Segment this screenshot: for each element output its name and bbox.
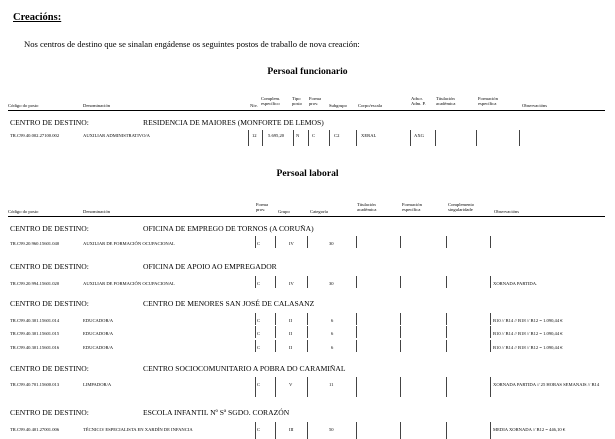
- cell-codigo: TR.C99.20.994.15601.020: [10, 281, 60, 286]
- cell-denominacion: TÉCNICO/ ESPECIALISTA EN XARDÍN DE INFANCIA: [83, 427, 193, 432]
- cell-codigo: TR.C99.40.701.15600.013: [10, 382, 60, 387]
- cell-categoria: 6: [331, 318, 334, 323]
- intro-paragraph: Nos centros de destino que se sinalan engádense os seguintes postos de traballo de nova creación:: [24, 39, 360, 49]
- grid-line: [356, 236, 357, 248]
- grid-line: [275, 422, 276, 439]
- cell-categoria: 11: [329, 382, 334, 387]
- grid-line: [400, 313, 401, 325]
- col-header-adscr: Adscr. Adm. P.: [411, 96, 426, 106]
- center-label: CENTRO DE DESTINO:: [10, 299, 89, 308]
- grid-line: [308, 130, 309, 146]
- center-name: CENTRO SOCIOCOMUNITARIO A POBRA DO CARAMIÑAL: [143, 364, 346, 373]
- cell-observ: B10 // B14 // B18 // B12 = 1.090,44 €: [493, 345, 563, 350]
- grid-line: [476, 130, 477, 146]
- center-label: CENTRO DE DESTINO:: [10, 224, 89, 233]
- cell-observ: XORNADA PARTIDA // 25 HORAS SEMANAIS // B14: [493, 382, 600, 387]
- center-name: CENTRO DE MENORES SAN JOSÉ DE CALASANZ: [143, 299, 315, 308]
- cell-grupo: V: [289, 382, 293, 387]
- grid-line: [490, 326, 491, 338]
- grid-line: [446, 340, 447, 352]
- grid-line: [255, 326, 256, 338]
- cell-forma: C: [312, 133, 316, 138]
- cell-tipo: N: [296, 133, 300, 138]
- grid-line: [446, 422, 447, 439]
- grid-line: [446, 276, 447, 288]
- grid-line: [307, 326, 308, 338]
- cell-denominacion: AUXILIAR ADMINISTRATIVO/A: [83, 133, 150, 138]
- col-header-observ: Observacións: [494, 209, 520, 214]
- grid-line: [307, 422, 308, 439]
- col-header-formacion: Formación específica: [478, 96, 498, 106]
- cell-forma: C: [257, 382, 261, 387]
- grid-line: [255, 377, 256, 397]
- col-header-denominacion: Denominación: [83, 209, 111, 214]
- cell-observ: B10 // B14 // B18 // B12 = 1.090,44 €: [493, 331, 563, 336]
- grid-line: [356, 130, 357, 146]
- grid-line: [490, 377, 491, 397]
- center-label: CENTRO DE DESTINO:: [10, 408, 89, 417]
- grid-line: [248, 130, 249, 146]
- grid-line: [356, 377, 357, 397]
- grid-line: [446, 236, 447, 248]
- funcionario-title: Persoal funcionario: [267, 66, 348, 77]
- col-header-titulacion: Titulación académica: [436, 96, 456, 106]
- cell-denominacion: LIMPADOR/A: [83, 382, 112, 387]
- grid-line: [275, 340, 276, 352]
- cell-codigo: TR.C99.20.960.15601.040: [10, 241, 60, 246]
- grid-line: [400, 276, 401, 288]
- col-header-tipo: Tipo posto: [292, 96, 302, 106]
- header-rule: [8, 216, 605, 217]
- grid-line: [400, 340, 401, 352]
- col-header-forma: Forma prov.: [256, 202, 268, 212]
- col-header-complem: Complem. específico: [261, 96, 281, 106]
- cell-complem: 5.695,20: [268, 133, 285, 138]
- cell-forma: C: [257, 281, 261, 286]
- cell-denominacion: AUXILIAR DE FORMACIÓN OCUPACIONAL: [83, 241, 175, 246]
- grid-line: [400, 422, 401, 439]
- cell-observ: MEDIA XORNADA // B12 = 446,10 €: [493, 427, 566, 432]
- col-header-observ: Observacións: [522, 103, 548, 108]
- col-header-codigo: Código do posto: [8, 103, 39, 108]
- col-header-grupo: Grupo: [278, 209, 290, 214]
- cell-adscr: AXG: [414, 133, 424, 138]
- cell-denominacion: AUXILIAR DE FORMACIÓN OCUPACIONAL: [83, 281, 175, 286]
- grid-line: [410, 130, 411, 146]
- grid-line: [490, 313, 491, 325]
- col-header-formacion: Formación específica: [402, 202, 422, 212]
- cell-codigo: TR.C99.40.301.15601.015: [10, 331, 60, 336]
- grid-line: [307, 236, 308, 248]
- grid-line: [255, 236, 256, 248]
- grid-line: [490, 340, 491, 352]
- laboral-title: Persoal laboral: [276, 168, 339, 179]
- grid-line: [255, 313, 256, 325]
- grid-line: [307, 313, 308, 325]
- grid-line: [262, 130, 263, 146]
- cell-observ: XORNADA PARTIDA.: [493, 281, 538, 286]
- cell-categoria: 6: [331, 345, 334, 350]
- cell-categoria: 50: [329, 427, 334, 432]
- grid-line: [446, 313, 447, 325]
- center-name: OFICINA DE EMPREGO DE TORNOS (A CORUÑA): [143, 224, 314, 233]
- center-label: CENTRO DE DESTINO:: [10, 262, 89, 271]
- grid-line: [490, 422, 491, 439]
- cell-denominacion: EDUCADOR/A: [83, 318, 114, 323]
- grid-line: [490, 276, 491, 288]
- grid-line: [255, 340, 256, 352]
- grid-line: [400, 326, 401, 338]
- grid-line: [400, 377, 401, 397]
- grid-line: [307, 276, 308, 288]
- grid-line: [293, 130, 294, 146]
- grid-line: [307, 377, 308, 397]
- cell-grupo: IV: [289, 281, 294, 286]
- cell-nivel: 12: [252, 133, 257, 138]
- grid-line: [356, 276, 357, 288]
- center-label: CENTRO DE DESTINO:: [10, 364, 89, 373]
- grid-line: [435, 130, 436, 146]
- grid-line: [356, 326, 357, 338]
- col-header-categoria: Categoría: [310, 209, 328, 214]
- cell-subgrupo: C2: [334, 133, 340, 138]
- grid-line: [519, 130, 520, 146]
- cell-codigo: TR.C99.40.002.27100.002: [10, 133, 60, 138]
- cell-forma: C: [257, 318, 261, 323]
- cell-grupo: IV: [289, 241, 294, 246]
- col-header-forma: Forma prov.: [309, 96, 321, 106]
- cell-forma: C: [257, 331, 261, 336]
- cell-denominacion: EDUCADOR/A: [83, 345, 114, 350]
- grid-line: [275, 313, 276, 325]
- cell-categoria: 30: [329, 241, 334, 246]
- grid-line: [275, 377, 276, 397]
- header-rule: [8, 110, 605, 111]
- grid-line: [356, 340, 357, 352]
- grid-line: [275, 276, 276, 288]
- cell-forma: C: [257, 345, 261, 350]
- grid-line: [275, 236, 276, 248]
- center-name: RESIDENCIA DE MAIORES (MONFORTE DE LEMOS): [143, 118, 324, 127]
- cell-forma: C: [257, 241, 261, 246]
- grid-line: [329, 130, 330, 146]
- section-heading: Creacións:: [13, 12, 62, 23]
- grid-line: [307, 340, 308, 352]
- col-header-nivel: Niv.: [250, 103, 258, 108]
- grid-line: [400, 236, 401, 248]
- cell-grupo: II: [289, 318, 293, 323]
- cell-codigo: TR.C99.40.301.15601.016: [10, 345, 60, 350]
- cell-corpo: XERAL: [361, 133, 377, 138]
- cell-denominacion: EDUCADOR/A: [83, 331, 114, 336]
- col-header-denominacion: Denominación: [83, 103, 111, 108]
- cell-grupo: III: [289, 427, 294, 432]
- center-label: CENTRO DE DESTINO:: [10, 118, 89, 127]
- cell-categoria: 6: [331, 331, 334, 336]
- grid-line: [356, 313, 357, 325]
- col-header-subgrupo: Subgrupo: [329, 103, 347, 108]
- grid-line: [275, 326, 276, 338]
- col-header-corpo: Corpo/escala: [358, 103, 382, 108]
- col-header-titulacion: Titulación académica: [357, 202, 377, 212]
- col-header-codigo: Código do posto: [8, 209, 39, 214]
- grid-line: [490, 236, 491, 248]
- cell-grupo: II: [289, 345, 293, 350]
- grid-line: [446, 326, 447, 338]
- cell-codigo: TR.C99.40.401.27001.006: [10, 427, 60, 432]
- center-name: ESCOLA INFANTIL Nº Sª SGDO. CORAZÓN: [143, 408, 290, 417]
- col-header-complemento: Complemento singularidade: [448, 202, 475, 212]
- cell-categoria: 30: [329, 281, 334, 286]
- cell-observ: B10 // B14 // B18 // B12 = 1.090,44 €: [493, 318, 563, 323]
- grid-line: [255, 422, 256, 439]
- grid-line: [255, 276, 256, 288]
- cell-grupo: II: [289, 331, 293, 336]
- center-name: OFICINA DE APOIO AO EMPREGADOR: [143, 262, 277, 271]
- grid-line: [356, 422, 357, 439]
- cell-forma: C: [257, 427, 261, 432]
- grid-line: [446, 377, 447, 397]
- cell-codigo: TR.C99.40.301.15601.014: [10, 318, 60, 323]
